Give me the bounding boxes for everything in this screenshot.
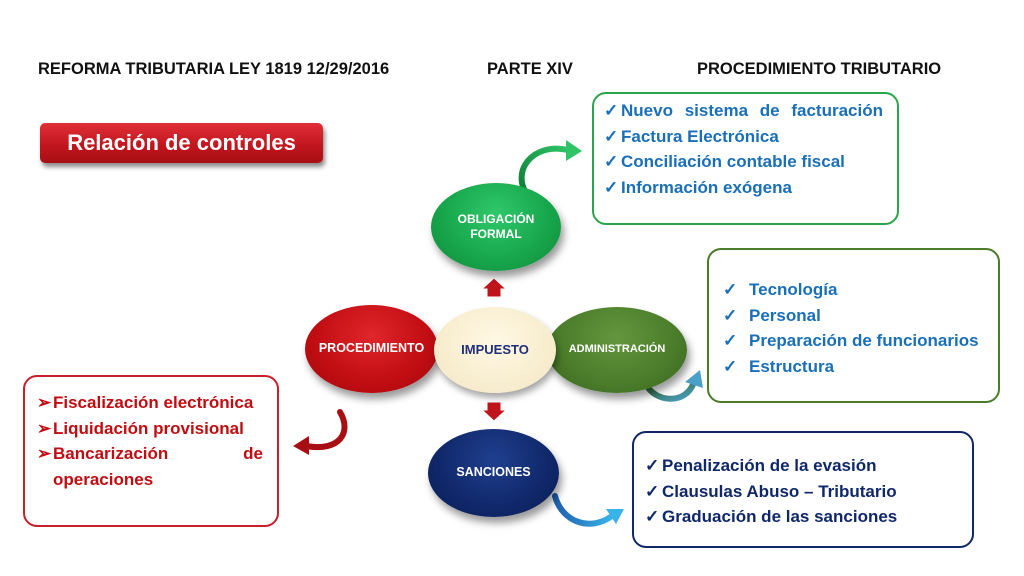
check-icon: ✓	[604, 152, 619, 171]
banner-label: Relación de controles	[67, 130, 296, 155]
node-obligacion-label: OBLIGACIÓN FORMAL	[457, 212, 535, 241]
list-item: ✓ Tecnología	[723, 277, 986, 303]
arrow-bullet-icon: ➢	[37, 418, 52, 438]
box-obligacion-formal-list	[592, 92, 899, 225]
node-sanciones-label: SANCIONES	[456, 465, 531, 480]
box-administracion-list	[707, 248, 1000, 403]
check-icon: ✓	[604, 101, 619, 120]
node-obligacion-formal	[431, 183, 561, 271]
list-item: ✓ Factura Electrónica	[604, 124, 883, 150]
box-procedimiento-list	[23, 375, 279, 527]
header-title-right: PROCEDIMIENTO TRIBUTARIO	[697, 60, 942, 78]
arrow-down-to-sanciones	[482, 402, 506, 421]
check-icon: ✓	[723, 331, 738, 350]
curved-arrow-procedimiento	[306, 412, 345, 447]
check-icon: ✓	[604, 177, 619, 197]
node-impuesto-center	[434, 307, 556, 393]
list-item: ✓ Graduación de las sanciones	[645, 504, 960, 530]
list-item: ✓ Personal	[723, 303, 986, 329]
header-title-left: REFORMA TRIBUTARIA LEY 1819 12/29/2016	[38, 60, 390, 78]
check-icon: ✓	[645, 481, 660, 501]
list-item: ➢ Fiscalización electrónica	[37, 390, 263, 416]
node-sanciones	[428, 429, 559, 517]
list-item: ✓ Estructura	[723, 354, 986, 380]
check-icon: ✓	[645, 507, 660, 526]
node-procedimiento-label: PROCEDIMIENTO	[318, 341, 425, 356]
check-icon: ✓	[723, 280, 738, 299]
list-item: ✓ Preparación de funcionarios	[723, 328, 986, 354]
list-item: ✓ Información exógena	[604, 175, 883, 201]
list-item: ✓ Nuevo sistema de facturación	[604, 98, 883, 124]
check-icon: ✓	[604, 126, 619, 146]
list-item: ➢ Bancarización de operaciones	[37, 441, 263, 492]
node-impuesto-label: IMPUESTO	[461, 341, 529, 357]
check-icon: ✓	[723, 356, 738, 376]
check-icon: ✓	[723, 305, 738, 325]
node-procedimiento	[305, 305, 438, 393]
list-item: ✓ Clausulas Abuso – Tributario	[645, 479, 960, 505]
arrow-bullet-icon: ➢	[37, 444, 52, 463]
check-icon: ✓	[645, 456, 660, 475]
arrow-bullet-icon: ➢	[37, 393, 52, 412]
arrow-up-to-obligacion	[482, 278, 506, 297]
header-title-middle: PARTE XIV	[487, 60, 573, 78]
list-item: ➢ Liquidación provisional	[37, 416, 263, 442]
list-item: ✓ Conciliación contable fiscal	[604, 149, 883, 175]
curved-arrow-sanciones	[555, 496, 612, 524]
node-administracion	[547, 307, 687, 393]
node-administracion-label: ADMINISTRACIÓN	[568, 343, 666, 356]
box-sanciones-list	[632, 431, 974, 548]
list-item: ✓ Penalización de la evasión	[645, 453, 960, 479]
